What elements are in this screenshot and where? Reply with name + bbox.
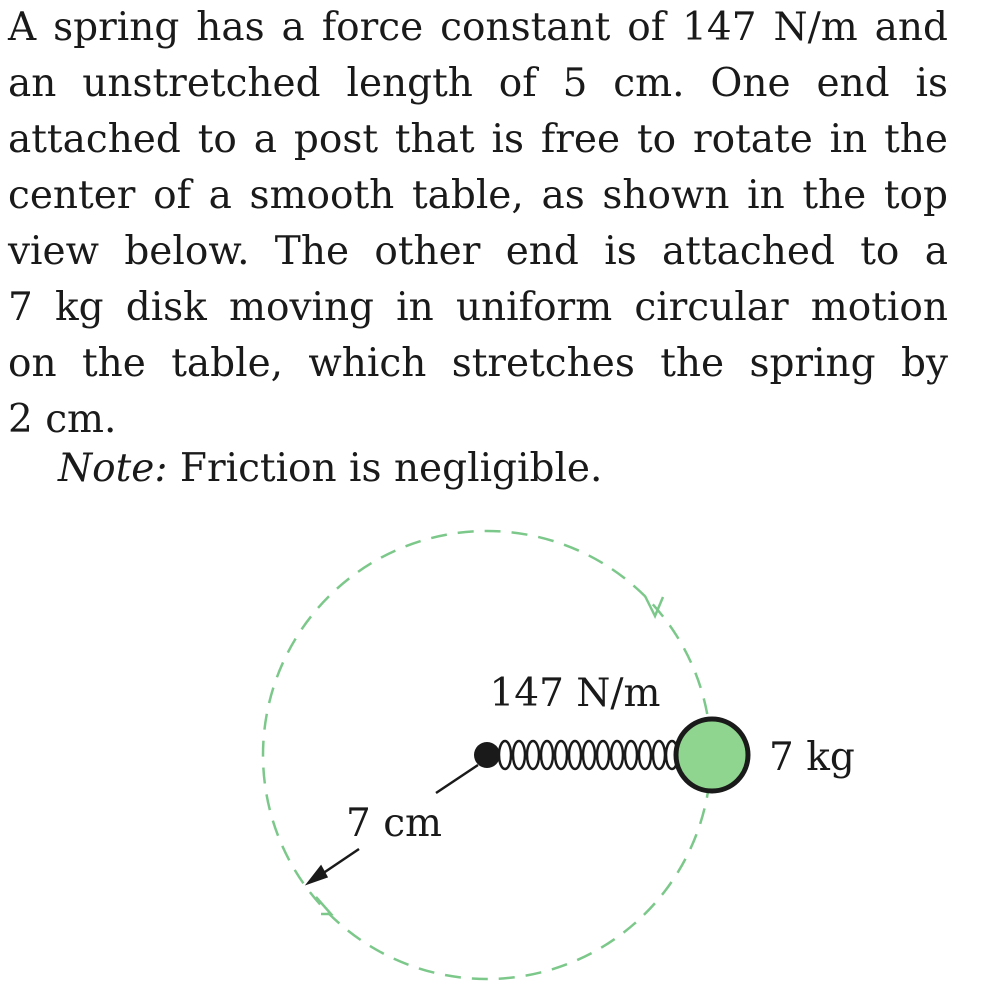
problem-line: 2 cm. xyxy=(8,397,117,442)
problem-line: attached to a post that is free to rotate in the xyxy=(8,117,948,162)
center-post xyxy=(474,742,500,768)
direction-arrow-icon xyxy=(316,897,331,914)
note-label: Note: xyxy=(58,446,168,491)
problem-line: center of a smooth table, as shown in the top xyxy=(8,173,948,218)
problem-line: 7 kg disk moving in uniform circular motion xyxy=(8,285,948,330)
problem-line: A spring has a force constant of 147 N/m and xyxy=(8,5,948,50)
note-text: Friction is negligible. xyxy=(167,446,603,491)
problem-line: on the table, which stretches the spring by xyxy=(8,341,948,386)
mass-label: 7 kg xyxy=(769,735,855,780)
radius-line xyxy=(436,765,478,793)
spring xyxy=(499,741,678,769)
disk xyxy=(676,719,748,791)
problem-line: an unstretched length of 5 cm. One end is xyxy=(8,61,948,106)
spring-constant-label: 147 N/m xyxy=(489,671,661,716)
arrowhead-icon xyxy=(307,866,327,884)
radius-label: 7 cm xyxy=(346,801,443,846)
problem-line: view below. The other end is attached to a xyxy=(8,229,948,274)
